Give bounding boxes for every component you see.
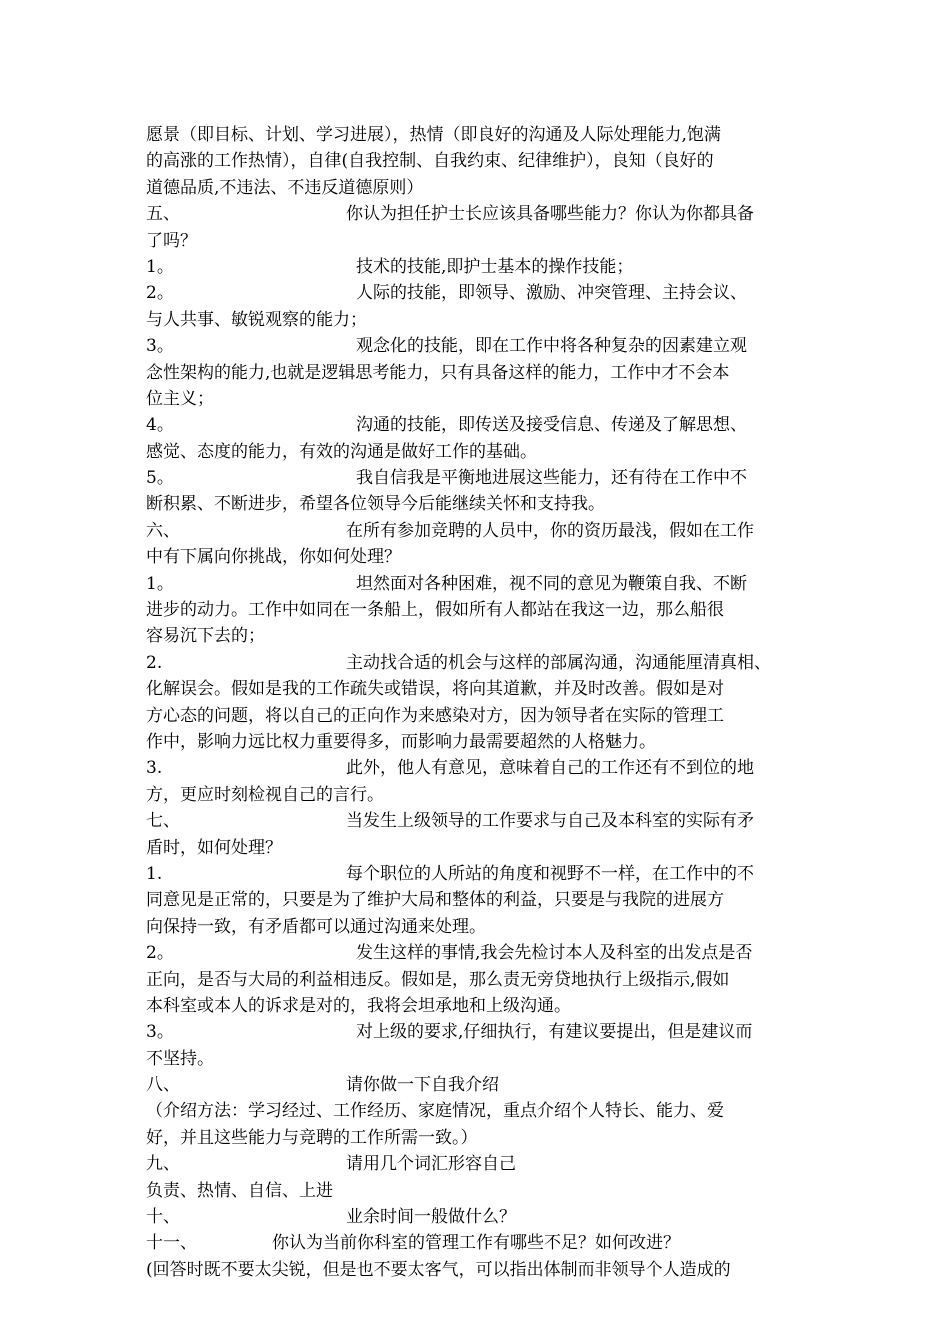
line-text: 请你做一下自我介绍 — [346, 1075, 499, 1096]
numbered-line — [146, 254, 814, 280]
numbered-line — [146, 1151, 814, 1177]
line-text: 此外，他人有意见，意味着自己的工作还有不到位的地 — [346, 758, 754, 779]
numbered-line — [146, 571, 814, 597]
text-line: 进步的动力。工作中如同在一条船上，假如所有人都站在我这一边，那么船很 — [146, 600, 724, 621]
numbered-line — [146, 465, 814, 491]
text-line: 与人共事、敏锐观察的能力； — [146, 309, 367, 330]
line-number: 十一、 — [146, 1233, 197, 1254]
numbered-line — [146, 1019, 814, 1045]
line-text: 你认为担任护士长应该具备哪些能力？你认为你都具备 — [346, 204, 754, 225]
numbered-line — [146, 1230, 814, 1256]
text-line: 不坚持。 — [146, 1048, 214, 1069]
line-text: 业余时间一般做什么？ — [346, 1207, 516, 1228]
line-number: 八、 — [146, 1075, 180, 1096]
text-line: 念性架构的能力,也就是逻辑思考能力，只有具备这样的能力，工作中才不会本 — [146, 362, 730, 383]
text-line: 正向，是否与大局的利益相违反。假如是，那么责无旁贷地执行上级指示,假如 — [146, 969, 730, 990]
text-line: 感觉、态度的能力，有效的沟通是做好工作的基础。 — [146, 441, 537, 462]
text-line: 位主义； — [146, 388, 214, 409]
text-line: 容易沉下去的； — [146, 626, 265, 647]
text-line: 向保持一致，有矛盾都可以通过沟通来处理。 — [146, 916, 486, 937]
line-number: 六、 — [146, 520, 180, 541]
numbered-line — [146, 412, 814, 438]
line-number: 3. — [146, 758, 163, 779]
numbered-line — [146, 940, 814, 966]
text-line: 作中，影响力远比权力重要得多，而影响力最需要超然的人格魅力。 — [146, 731, 656, 752]
line-number: 1。 — [146, 256, 174, 277]
line-number: 4。 — [146, 415, 174, 436]
line-number: 九、 — [146, 1154, 180, 1175]
line-number: 2。 — [146, 943, 174, 964]
line-number: 3。 — [146, 336, 174, 357]
numbered-line — [146, 518, 814, 544]
numbered-line — [146, 280, 814, 306]
line-text: 我自信我是平衡地进展这些能力，还有待在工作中不 — [356, 468, 747, 489]
line-text: 发生这样的事情,我会先检讨本人及科室的出发点是否 — [356, 943, 753, 964]
text-line: 同意见是正常的，只要是为了维护大局和整体的利益，只要是与我院的进展方 — [146, 890, 724, 911]
line-text: 人际的技能，即领导、激励、冲突管理、主持会议、 — [356, 283, 747, 304]
line-text: 当发生上级领导的工作要求与自己及本科室的实际有矛 — [346, 811, 754, 832]
line-text: 沟通的技能，即传送及接受信息、传递及了解思想、 — [356, 415, 747, 436]
text-line: 道德品质,不违法、不违反道德原则） — [146, 177, 424, 198]
text-line: 本科室或本人的诉求是对的，我将会坦承地和上级沟通。 — [146, 995, 571, 1016]
line-text: 观念化的技能，即在工作中将各种复杂的因素建立观 — [356, 336, 747, 357]
line-text: 主动找合适的机会与这样的部属沟通，沟通能厘清真相、 — [346, 652, 771, 673]
numbered-line — [146, 333, 814, 359]
numbered-line — [146, 861, 814, 887]
text-line: 方心态的问题，将以自己的正向作为来感染对方，因为领导者在实际的管理工 — [146, 705, 724, 726]
numbered-line — [146, 808, 814, 834]
document-page — [146, 122, 814, 1283]
line-text: 在所有参加竞聘的人员中，你的资历最浅，假如在工作 — [346, 520, 754, 541]
line-text: 技术的技能,即护士基本的操作技能； — [356, 256, 634, 277]
text-line: （介绍方法：学习经过、工作经历、家庭情况，重点介绍个人特长、能力、爱 — [146, 1101, 724, 1122]
numbered-line — [146, 201, 814, 227]
line-text: 每个职位的人所站的角度和视野不一样，在工作中的不 — [346, 863, 754, 884]
text-line: 负责、热情、自信、上进 — [146, 1180, 333, 1201]
text-line: 的高涨的工作热情），自律(自我控制、自我约束、纪律维护），良知（良好的 — [146, 151, 714, 172]
text-line: 断积累、不断进步，希望各位领导今后能继续关怀和支持我。 — [146, 494, 605, 515]
numbered-line — [146, 1072, 814, 1098]
text-line: 愿景（即目标、计划、学习进展），热情（即良好的沟通及人际处理能力,饱满 — [146, 125, 721, 145]
numbered-line — [146, 650, 814, 676]
line-number: 2. — [146, 652, 163, 673]
line-number: 3。 — [146, 1022, 174, 1043]
line-text: 你认为当前你科室的管理工作有哪些不足？如何改进？ — [272, 1233, 680, 1254]
line-text: 请用几个词汇形容自己 — [346, 1154, 516, 1175]
line-number: 七、 — [146, 811, 180, 832]
text-line: 方，更应时刻检视自己的言行。 — [146, 784, 384, 805]
text-line: 化解误会。假如是我的工作疏失或错误，将向其道歉，并及时改善。假如是对 — [146, 679, 724, 700]
line-number: 5。 — [146, 468, 174, 489]
line-number: 1。 — [146, 573, 174, 594]
line-number: 2。 — [146, 283, 174, 304]
text-line: (回答时既不要太尖锐，但是也不要太客气，可以指出体制而非领导个人造成的 — [146, 1259, 731, 1280]
text-line: 了吗？ — [146, 230, 197, 251]
numbered-line — [146, 755, 814, 781]
text-line: 中有下属向你挑战，你如何处理？ — [146, 547, 401, 568]
text-line: 好，并且这些能力与竞聘的工作所需一致。） — [146, 1127, 478, 1148]
numbered-line — [146, 1204, 814, 1230]
line-number: 五、 — [146, 204, 180, 225]
text-line: 盾时，如何处理？ — [146, 837, 282, 858]
line-text: 坦然面对各种困难，视不同的意见为鞭策自我、不断 — [356, 573, 747, 594]
line-text: 对上级的要求,仔细执行，有建议要提出，但是建议而 — [356, 1022, 753, 1043]
line-number: 1. — [146, 863, 163, 884]
line-number: 十、 — [146, 1207, 180, 1228]
